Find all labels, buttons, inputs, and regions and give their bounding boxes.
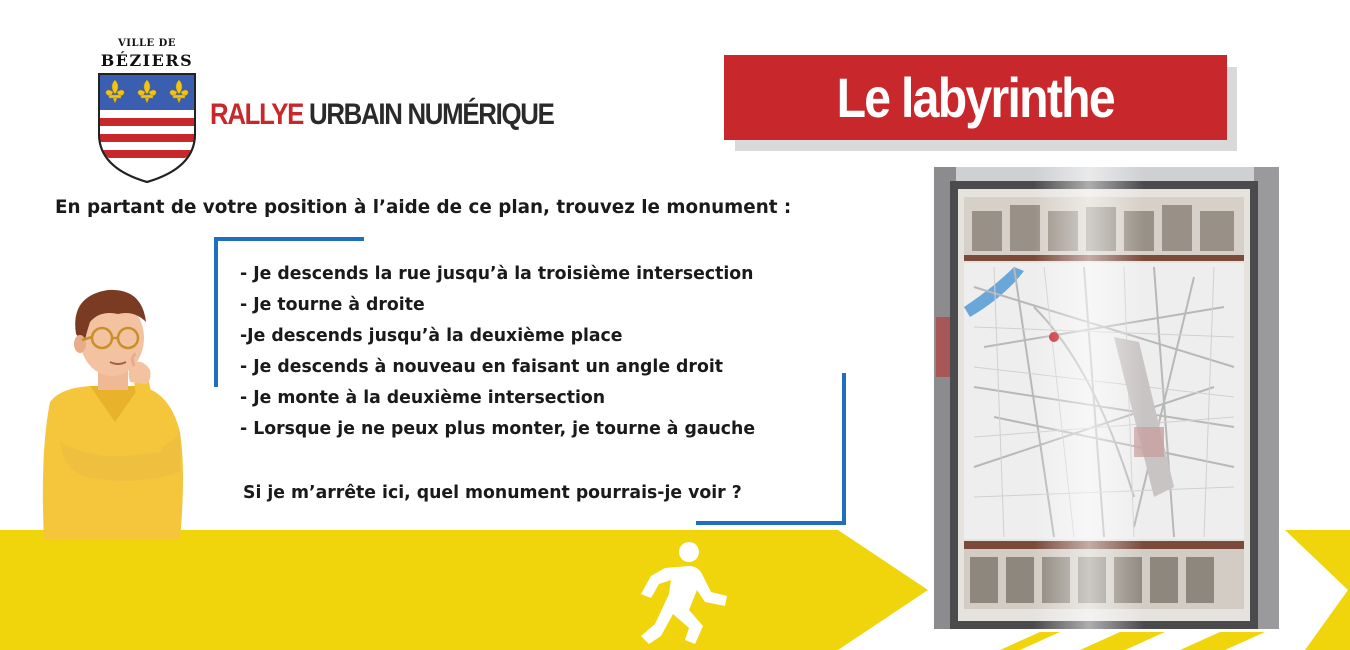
logo-ville-text: VILLE DE — [118, 38, 176, 49]
logo-city-name: BÉZIERS — [100, 51, 194, 70]
step-6: - Lorsque je ne peux plus monter, je tourne à gauche — [240, 418, 756, 439]
coat-of-arms-icon — [95, 72, 199, 184]
bracket-top-vertical — [214, 237, 218, 387]
running-person-icon — [625, 540, 735, 644]
step-5: - Je monte à la deuxième intersection — [240, 387, 606, 408]
step-4: - Je descends à nouveau en faisant un angle droit — [240, 356, 723, 377]
rallye-word: RALLYE — [210, 98, 304, 131]
rallye-subtitle: URBAIN NUMÉRIQUE — [308, 98, 554, 131]
thinking-person-illustration — [30, 282, 200, 540]
steps-list — [240, 261, 755, 447]
instruction-text: En partant de votre position à l’aide de ce plan, trouvez le monument : — [55, 196, 792, 218]
bracket-bottom-horizontal — [696, 521, 846, 525]
bracket-top-horizontal — [214, 237, 364, 241]
step-1: - Je descends la rue jusqu’à la troisième intersection — [240, 263, 754, 284]
step-2: - Je tourne à droite — [240, 294, 425, 315]
bracket-bottom-vertical — [842, 373, 846, 525]
page-title: Le labyrinthe — [836, 66, 1115, 129]
city-map-photo — [934, 167, 1279, 629]
step-3: -Je descends jusqu’à la deuxième place — [240, 325, 623, 346]
question-text: Si je m’arrête ici, quel monument pourrais-je voir ? — [243, 482, 742, 503]
title-box — [724, 55, 1227, 140]
rallye-title — [210, 98, 554, 132]
city-logo — [92, 38, 202, 186]
